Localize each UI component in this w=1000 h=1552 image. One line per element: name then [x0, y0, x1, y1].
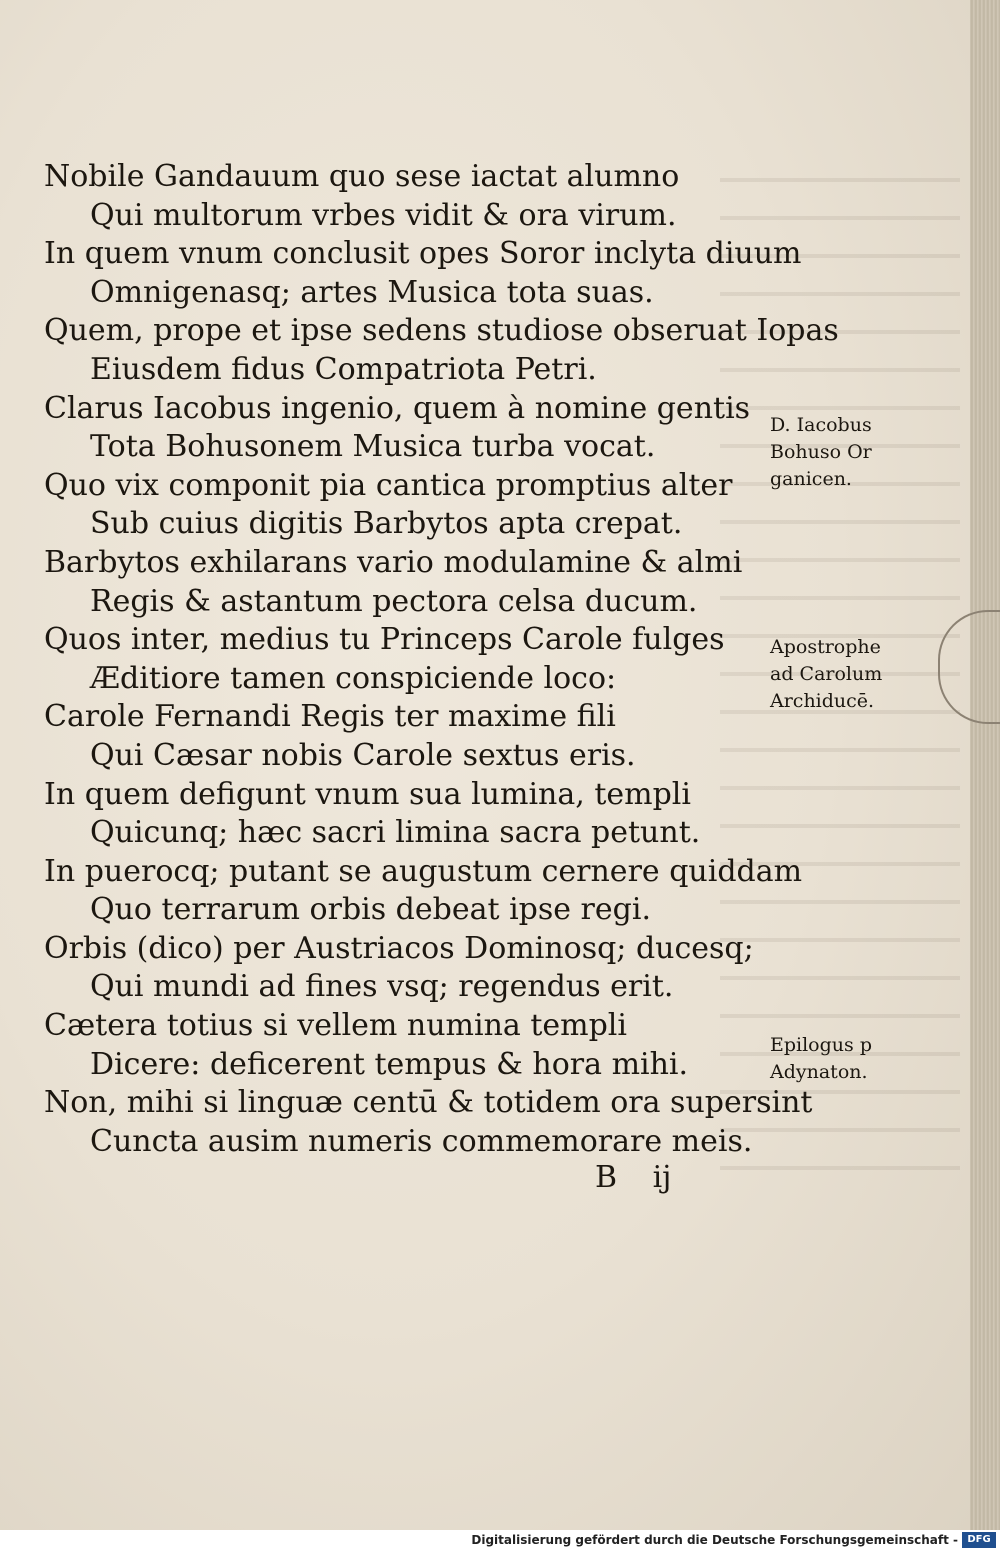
- marginal-note-bohuso: [770, 412, 920, 493]
- verse-line: Orbis (dico) per Austriacos Dominosq; ducesq;: [44, 930, 754, 966]
- marginal-note-line: D. Iacobus: [770, 414, 872, 436]
- verse-line: Eiusdem fidus Compatriota Petri.: [90, 351, 597, 387]
- marginal-note-epilogus: [770, 1032, 920, 1086]
- verse-line: Carole Fernandi Regis ter maxime fili: [44, 699, 616, 735]
- verse-line: Clarus Iacobus ingenio, quem à nomine gentis: [44, 390, 751, 426]
- verse-line: Qui multorum vrbes vidit & ora virum.: [90, 197, 677, 233]
- dfg-logo-icon: DFG: [962, 1532, 996, 1548]
- marginal-note-line: Apostrophe: [770, 636, 881, 658]
- verse-line: In quem defigunt vnum sua lumina, templi: [44, 776, 691, 812]
- verse-line: Non, mihi si linguæ centū & totidem ora supersint: [44, 1085, 813, 1121]
- marginal-note-line: Epilogus p: [770, 1034, 872, 1056]
- verse-line: Omnigenasq; artes Musica tota suas.: [90, 274, 654, 310]
- verse-line: Quo terrarum orbis debeat ipse regi.: [90, 892, 651, 928]
- marginal-note-line: Adynaton.: [770, 1061, 868, 1083]
- verse-line: Sub cuius digitis Barbytos apta crepat.: [90, 506, 683, 542]
- verse-line: Barbytos exhilarans vario modulamine & almi: [44, 544, 743, 580]
- verse-line: Æditiore tamen conspiciende loco:: [90, 660, 617, 696]
- verse-line: Cuncta ausim numeris commemorare meis.: [90, 1123, 753, 1159]
- marginal-note-apostrophe: [770, 634, 920, 715]
- verse-line: Tota Bohusonem Musica turba vocat.: [90, 429, 656, 465]
- verse-line: Nobile Gandauum quo sese iactat alumno: [44, 159, 680, 194]
- signature-mark: B ij: [595, 1160, 672, 1195]
- verse-line: Quicunq; hæc sacri limina sacra petunt.: [90, 815, 701, 851]
- page-edges: [970, 0, 1000, 1530]
- funding-credit: Digitalisierung gefördert durch die Deutsche Forschungsgemeinschaft -: [471, 1533, 958, 1547]
- verse-line: In quem vnum conclusit opes Soror inclyta diuum: [44, 236, 802, 272]
- verse-line: Quos inter, medius tu Princeps Carole fulges: [44, 622, 725, 658]
- marginal-note-line: ganicen.: [770, 468, 852, 490]
- marginal-note-line: Archiducē.: [770, 690, 875, 712]
- verse-line: Dicere: deficerent tempus & hora mihi.: [90, 1046, 689, 1082]
- verse-line: Regis & astantum pectora celsa ducum.: [90, 583, 698, 619]
- marginal-note-line: ad Carolum: [770, 663, 883, 685]
- verse-line: Qui mundi ad fines vsq; regendus erit.: [90, 969, 674, 1005]
- verse-line: In puerocq; putant se augustum cernere quiddam: [44, 853, 803, 889]
- verse-line: Quem, prope et ipse sedens studiose obseruat Iopas: [44, 313, 839, 349]
- verse-line: Qui Cæsar nobis Carole sextus eris.: [90, 737, 636, 773]
- verse-line: Cætera totius si vellem numina templi: [44, 1008, 627, 1044]
- verse-line: Quo vix componit pia cantica promptius alter: [44, 467, 733, 503]
- marginal-note-line: Bohuso Or: [770, 441, 872, 463]
